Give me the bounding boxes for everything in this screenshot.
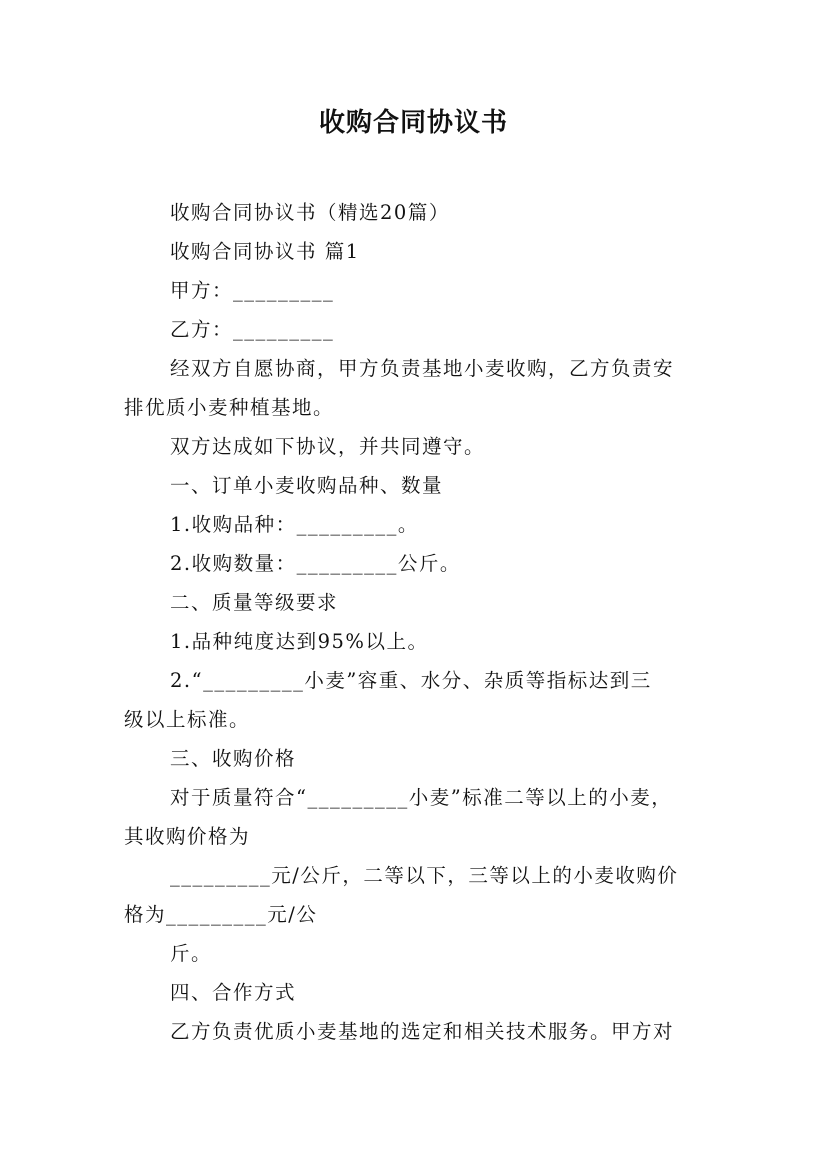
paragraph-line: 1.收购品种：_________。	[170, 513, 419, 536]
section-heading: 二、质量等级要求	[170, 591, 339, 614]
paragraph-line: 1.品种纯度达到95%以上。	[170, 630, 429, 653]
paragraph-line: 对于质量符合“_________小麦”标准二等以上的小麦，	[170, 786, 673, 809]
paragraph-line: 收购合同协议书（精选20篇）	[170, 201, 450, 224]
document-body	[124, 193, 714, 1051]
paragraph-line: 排优质小麦种植基地。	[124, 396, 335, 419]
paragraph-line: 乙方：_________	[170, 318, 335, 341]
paragraph-line: 乙方负责优质小麦基地的选定和相关技术服务。甲方对	[170, 1020, 675, 1043]
paragraph-line: 2.“_________小麦”容重、水分、杂质等指标达到三	[170, 669, 652, 692]
section-heading: 三、收购价格	[170, 747, 297, 770]
paragraph-line: 格为_________元/公	[124, 903, 318, 926]
paragraph-line: 其收购价格为	[124, 825, 251, 848]
paragraph-line: 甲方：_________	[170, 279, 335, 302]
paragraph-line: 级以上标准。	[124, 708, 251, 731]
section-heading: 一、订单小麦收购品种、数量	[170, 474, 444, 497]
paragraph-line: 斤。	[170, 942, 213, 965]
paragraph-line: 收购合同协议书 篇1	[170, 240, 360, 263]
paragraph-line: 经双方自愿协商，甲方负责基地小麦收购，乙方负责安	[170, 357, 675, 380]
section-heading: 四、合作方式	[170, 981, 297, 1004]
paragraph-line: _________元/公斤，二等以下，三等以上的小麦收购价	[170, 864, 679, 887]
document-title: 收购合同协议书	[318, 108, 508, 138]
paragraph-line: 双方达成如下协议，并共同遵守。	[170, 435, 486, 458]
paragraph-line: 2.收购数量：_________公斤。	[170, 552, 461, 575]
